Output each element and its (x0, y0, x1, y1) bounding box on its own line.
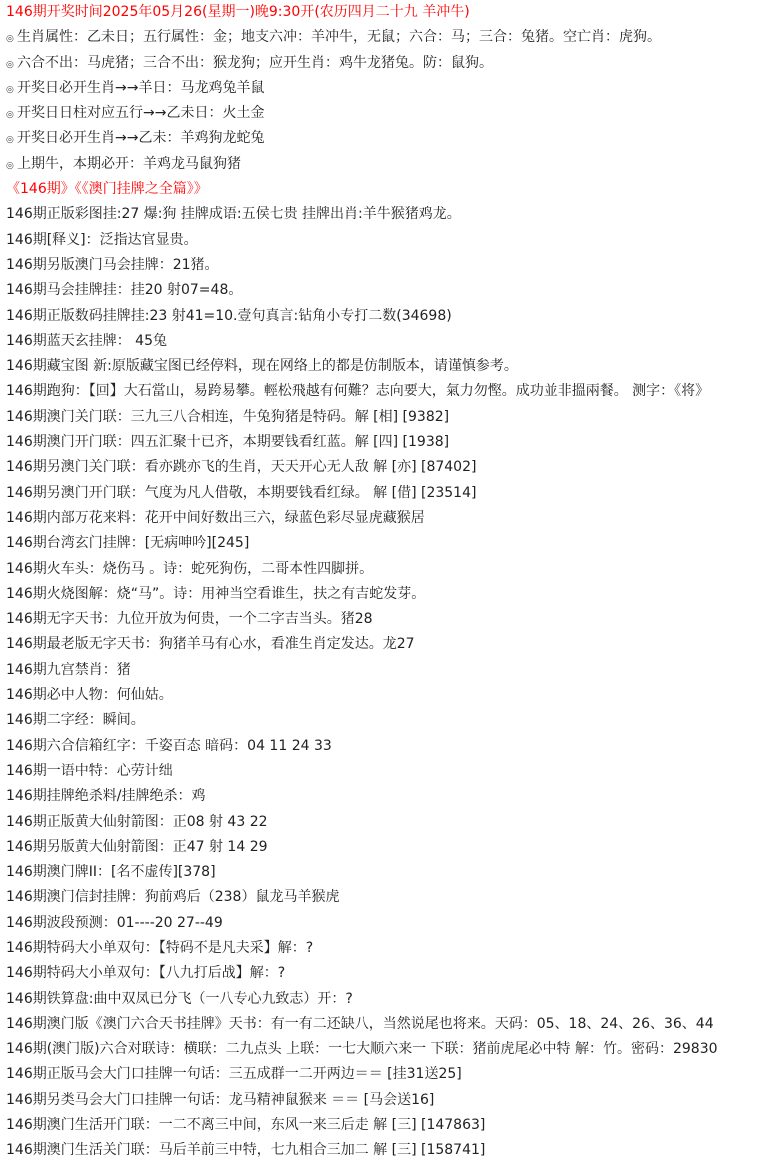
prediction-line: 146期二字经：瞬间。 (6, 712, 145, 729)
prediction-line: 146期藏宝图 新:原版藏宝图已经停料，现在网络上的都是仿制版本，请谨慎参考。 (6, 358, 518, 375)
bullet-item: ◎ 上期牛，本期必开：羊鸡龙马鼠狗猪 (6, 152, 772, 177)
prediction-line: 146期另版澳门马会挂牌：21猪。 (6, 256, 219, 273)
prediction-line: 146期另澳门关门联：看亦跳亦飞的生肖，天天开心无人敌 解 [亦] [87402] (6, 459, 477, 476)
bullet-icon: ◎ (6, 34, 14, 45)
prediction-line: 146期另版黄大仙射箭图：正47 射 14 29 (6, 838, 268, 855)
bullet-list (6, 25, 772, 177)
prediction-line: 146期另类马会大门口挂牌一句话：龙马精神鼠猴来 ＝＝ [马会送16] (6, 1091, 435, 1108)
prediction-line: 146期必中人物：何仙姑。 (6, 687, 173, 704)
prediction-line: 146期一语中特：心劳计绌 (6, 762, 173, 779)
prediction-line: 146期火车头：烧伤马 。诗：蛇死狗伤，二哥本性四脚拼。 (6, 560, 374, 577)
bullet-icon: ◎ (6, 160, 14, 171)
prediction-line: 146期另澳门开门联：气度为凡人借敬，本期要钱看红绿。 解 [借] [23514] (6, 484, 477, 501)
section-title: 《146期》《《澳门挂牌之全篇》》 (6, 181, 208, 198)
bullet-icon: ◎ (6, 84, 14, 95)
bullet-item: ◎ 六合不出：马虎猪；三合不出：猴龙狗；应开生肖：鸡牛龙猪兔。防：鼠狗。 (6, 51, 772, 76)
prediction-line: 146期正版彩图挂:27 爆:狗 挂牌成语:五侯七贵 挂牌出肖:羊牛猴猪鸡龙。 (6, 206, 461, 223)
prediction-line: 146期六合信箱红字：千姿百态 暗码：04 11 24 33 (6, 737, 332, 754)
prediction-line: 146期澳门信封挂牌：狗前鸡后（238）鼠龙马羊猴虎 (6, 889, 340, 906)
prediction-line: 146期特码大小单双句：【八九打后战】解：? (6, 965, 286, 982)
prediction-line: 146期澳门版《澳门六合天书挂牌》天书：有一有二还缺八，当然说尾也将来。天码：05、18、24、26、36、44 (6, 1015, 714, 1032)
prediction-line: 146期波段预测：01----20 27--49 (6, 914, 223, 931)
prediction-line: 146期挂牌绝杀料/挂牌绝杀：鸡 (6, 788, 206, 805)
draw-time-header: 146期开奖时间2025年05月26(星期一)晚9:30开(农历四月二十九 羊冲牛) (6, 4, 470, 20)
prediction-line: 146期[释义]：泛指达官显贵。 (6, 231, 198, 248)
prediction-line: 146期无字天书：九位开放为何贵，一个二字吉当头。猪28 (6, 611, 373, 628)
prediction-line: 146期最老版无字天书：狗猪羊马有心水，看准生肖定发达。龙27 (6, 636, 415, 653)
bullet-item: ◎ 开奖日日柱对应五行→→乙未日：火土金 (6, 101, 772, 126)
prediction-line: 146期正版马会大门口挂牌一句话：三五成群一二开两边＝＝ [挂31送25] (6, 1066, 462, 1083)
bullet-item: ◎ 开奖日必开生肖→→乙未：羊鸡狗龙蛇兔 (6, 126, 772, 151)
prediction-line: 146期跑狗：【回】大石當山，易跨易攀。輕松飛越有何難？志向要大，氣力勿慳。成功並非搵兩餐。 测字：《将》 (6, 383, 710, 400)
bullet-icon: ◎ (6, 59, 14, 70)
prediction-line: 146期九宫禁肖：猪 (6, 661, 131, 678)
prediction-line: 146期澳门牌II：[名不虚传][378] (6, 864, 216, 881)
prediction-line: 146期蓝天玄挂牌： 45兔 (6, 332, 167, 349)
prediction-line: 146期澳门生活关门联：马后羊前三中特，七九相合三加二 解 [三] [158741] (6, 1142, 486, 1159)
prediction-line: 146期内部万花来料：花开中间好数出三六，绿蓝色彩尽显虎藏猴居 (6, 509, 425, 526)
prediction-line: 146期铁算盘:曲中双凤已分飞（一八专心九致志）开：? (6, 990, 353, 1007)
prediction-list (6, 202, 772, 1163)
prediction-line: 146期澳门生活开门联：一二不离三中间，东风一来三后走 解 [三] [147863] (6, 1117, 486, 1134)
prediction-line: 146期正版数码挂牌挂:23 射41=10.壹句真言:钻角小专打二数(34698) (6, 307, 452, 324)
prediction-line: 146期(澳门版)六合对联诗：横联：二九点头 上联：一七大顺六来一 下联：猪前虎尾必中特 解：竹。密码：29830 (6, 1041, 718, 1058)
prediction-line: 146期正版黄大仙射箭图：正08 射 43 22 (6, 813, 268, 830)
prediction-line: 146期台湾玄门挂牌：[无病呻吟][245] (6, 535, 250, 552)
prediction-line: 146期特码大小单双句：【特码不是凡夫采】解：? (6, 939, 314, 956)
prediction-line: 146期火烧图解：烧“马”。诗：用神当空看谁生，扶之有吉蛇发芽。 (6, 585, 426, 602)
bullet-item: ◎ 生肖属性：乙未日；五行属性：金；地支六冲：羊冲牛，无鼠；六合：马；三合：兔猪。空亡肖：虎狗。 (6, 25, 772, 50)
bullet-icon: ◎ (6, 135, 14, 146)
prediction-line: 146期马会挂牌挂：挂20 射07=48。 (6, 282, 243, 299)
bullet-icon: ◎ (6, 110, 14, 121)
prediction-line: 146期澳门开门联：四五汇聚十已齐，本期要钱看红蓝。解 [四] [1938] (6, 434, 450, 451)
bullet-item: ◎ 开奖日必开生肖→→羊日：马龙鸡兔羊鼠 (6, 76, 772, 101)
prediction-line: 146期澳门关门联：三九三八合相连，牛兔狗猪是特码。解 [相] [9382] (6, 408, 450, 425)
